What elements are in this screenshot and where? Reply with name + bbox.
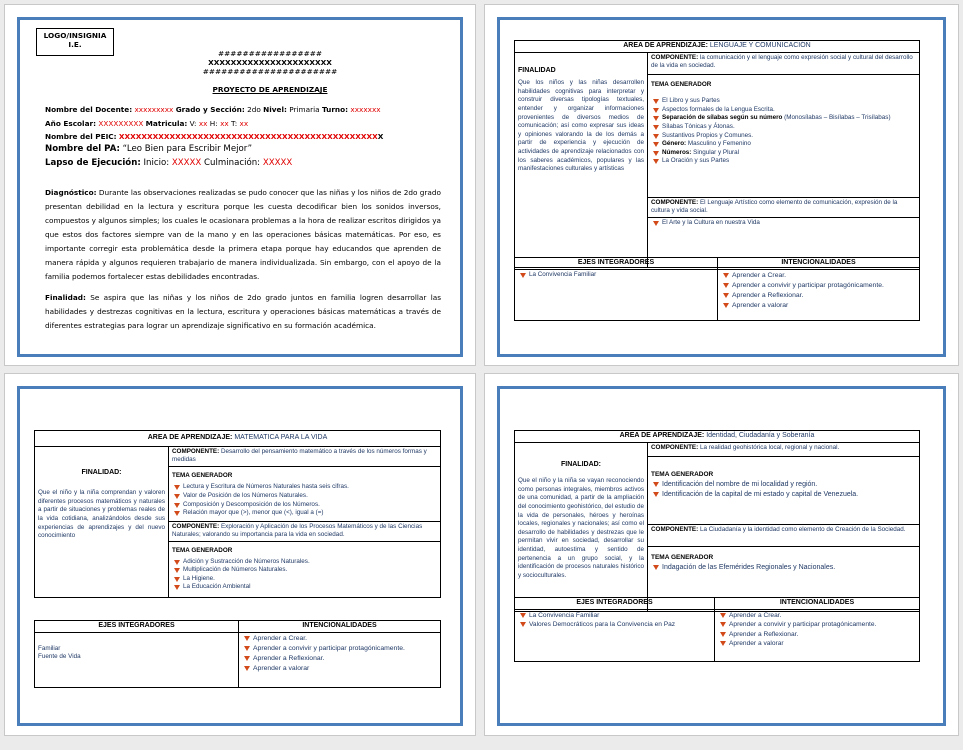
list-item: Aspectos formales de la Lengua Escrita. bbox=[651, 106, 916, 115]
ejes-header: EJES INTEGRADORES bbox=[35, 621, 239, 633]
list-item: Valor de Posición de los Números Naturales. bbox=[172, 492, 437, 501]
finalidad-label: FINALIDAD: bbox=[81, 468, 122, 476]
list-item: Aprender a Crear. bbox=[242, 634, 437, 644]
finalidad-label: FINALIDAD bbox=[518, 66, 556, 74]
ejes-cell bbox=[515, 609, 715, 661]
finalidad-text: Que el niño y la niña se vayan reconociendo como personas integrales, miembros activos de una comunidad, a partir de la ampliación del conocimiento geohistórico, del estudio de la vida de personales, héroes y heroínas locales, regionales y nacionales; así como el desarrollo de habilidades y destrezas que le permitan vivir en sociedad, desarrollar su identidad, autoestima y sentido de pertenencia a un grupo social, y la identificación de procesos naturales histórico y socioculturales. bbox=[518, 477, 644, 579]
list-item: Multiplicación de Números Naturales. bbox=[172, 566, 437, 575]
finalidad-cell bbox=[515, 442, 648, 611]
tema-generador-2 bbox=[169, 541, 441, 597]
list-item: La Convivencia Familiar bbox=[518, 611, 711, 621]
list-item: Identificación de la capital de mi estado y capital de Venezuela. bbox=[651, 490, 916, 500]
tema-list bbox=[651, 563, 916, 573]
lenguaje-table bbox=[514, 40, 920, 268]
area-header: AREA DE APRENDIZAJE: LENGUAJE Y COMUNICACIÓN bbox=[515, 41, 920, 53]
finalidad-text: Que el niño y la niña comprendan y valoren diferentes procesos matemáticos y naturales a partir de situaciones y problemas reales de la vida cotidiana, analizándolos desde sus experiencias de aprendizajes y del nuevo conocimiento bbox=[38, 489, 165, 540]
list-item: Sustantivos Propios y Comunes. bbox=[651, 132, 916, 141]
ejes-header: EJES INTEGRADORES bbox=[515, 258, 718, 270]
tema-generador-label: TEMA GENERADOR bbox=[172, 471, 233, 479]
list-item: La Educación Ambiental bbox=[172, 583, 437, 592]
page-2 bbox=[484, 4, 959, 366]
componente-2: COMPONENTE: Exploración y Aplicación de los Procesos Matemáticos y de las Ciencias Naturales; valorando su importancia para la vida en sociedad. bbox=[169, 521, 441, 541]
tema-list bbox=[172, 483, 437, 517]
componente-1: COMPONENTE: La realidad geohistórica local, regional y nacional. bbox=[648, 442, 920, 456]
intencionalidades-header: INTENCIONALIDADES bbox=[718, 258, 920, 270]
intencionalidades-header: INTENCIONALIDADES bbox=[715, 598, 920, 610]
diagnostico-paragraph: Diagnóstico: Durante las observaciones realizadas se pudo conocer que las niñas y los niños de 2do grado presentan debilidad en la lectura y escritura porque les cuesta decodificar bien los sonidos inversos, compuestos y algunos simples; los cuales le ocasionara problemas a la hora de realizar escritos dirigidos ya que estos dos factores siempre van de la mano y en las operaciones básicas matemáticas. Por eso, es importante corregir esta problemática desde la primera etapa porque hay educandos que aprenden de manera rápida y algunos requieren trabajario de manera individualizada. Sin embargo, con el apoyo de la familia podemos fortalecer estas debilidades encontradas. bbox=[45, 188, 441, 281]
tema-generador-label: TEMA GENERADOR bbox=[172, 546, 233, 554]
ejes-header: EJES INTEGRADORES bbox=[515, 598, 715, 610]
list-item: Aprender a Crear. bbox=[721, 271, 916, 281]
list-item: Aprender a Reflexionar. bbox=[721, 291, 916, 301]
finalidad-cell bbox=[515, 52, 648, 267]
area-header: AREA DE APRENDIZAJE: MATEMATICA PARA LA VIDA bbox=[35, 431, 441, 447]
list-item: Aprender a Crear. bbox=[718, 611, 916, 621]
list-item: Valores Democráticos para la Convivencia en Paz bbox=[518, 620, 711, 630]
hash-line-1: ################# bbox=[218, 49, 322, 58]
page-title: PROYECTO DE APRENDIZAJE bbox=[212, 85, 328, 94]
tema-generador-label: TEMA GENERADOR bbox=[651, 80, 712, 88]
ejes-cell bbox=[515, 269, 718, 320]
tema-list bbox=[651, 97, 916, 166]
finalidad-label: FINALIDAD: bbox=[560, 460, 602, 468]
list-item: El Libro y sus Partes bbox=[651, 97, 916, 106]
list-item: El Arte y la Cultura en nuestra Vida bbox=[651, 219, 916, 228]
finalidad-cell bbox=[35, 446, 169, 597]
ejes-intencionalidades-table bbox=[514, 597, 920, 662]
componente-2: COMPONENTE: La Ciudadanía y la identidad como elemento de Creación de la Sociedad. bbox=[648, 524, 920, 546]
logo-text: LOGO/INSIGNIA bbox=[43, 31, 107, 40]
list-item: Fuente de Vida bbox=[38, 653, 81, 661]
list-item: Sílabas Tónicas y Átonas. bbox=[651, 123, 916, 132]
lapso-line: Lapso de Ejecución: Inicio: XXXXX Culminación: XXXXX bbox=[45, 158, 293, 168]
tema-generador-label: TEMA GENERADOR bbox=[651, 470, 714, 478]
ejes-intencionalidades-table bbox=[34, 620, 441, 688]
list-item: Indagación de las Efemérides Regionales y Nacionales. bbox=[651, 563, 916, 573]
page-3 bbox=[4, 373, 476, 736]
tema-list bbox=[651, 480, 916, 500]
area-header: AREA DE APRENDIZAJE: Identidad, Ciudadanía y Soberanía bbox=[515, 431, 920, 443]
list-item: Familiar bbox=[38, 644, 61, 652]
list-item: Aprender a convivir y participar protagónicamente. bbox=[242, 644, 437, 654]
logo-box bbox=[36, 28, 114, 56]
matematica-table bbox=[34, 430, 441, 598]
intencionalidades-cell bbox=[239, 632, 441, 687]
identidad-table bbox=[514, 430, 920, 612]
list-item: Lectura y Escritura de Números Naturales hasta seis cifras. bbox=[172, 483, 437, 492]
componente-1: COMPONENTE: la comunicación y el lenguaje como expresión social y cultural del desarrollo de la vida en sociedad. bbox=[648, 52, 920, 74]
logo-ie: I.E. bbox=[68, 40, 82, 49]
tema-generador-label: TEMA GENERADOR bbox=[651, 553, 714, 561]
finalidad-paragraph: Finalidad: Se aspira que las niñas y los niños de 2do grado juntos en familia logren desarrollar las habilidades y destrezas cognitivas en la lectura, escritura y operaciones básicas matemáticas a través de diferentes estrategias para lograr un aprendizaje significativo en su formación académica. bbox=[45, 293, 442, 330]
hash-line-2: ###################### bbox=[202, 67, 338, 76]
list-item: Separación de sílabas según su número (Monosílabas – Bisílabas – Trisílabas) bbox=[651, 114, 916, 123]
list-item: Aprender a valorar bbox=[721, 301, 916, 311]
finalidad-text: Que los niños y las niñas desarrollen habilidades cognitivas para interpretar y construir diversas tipologías textuales, entender y organizar informaciones provenientes de diversos medios de comunicación; así como expresar sus ideas y opiniones valorando la de los demás a partir de experiencia y ejecución de actividades de aprendizaje relacionados con los saberes académicos, populares y las manifestaciones culturales y artísticas bbox=[518, 79, 644, 173]
ejes-cell bbox=[35, 632, 239, 687]
list-item: Aprender a convivir y participar protagónicamente. bbox=[721, 281, 916, 291]
list-item: La Higiene. bbox=[172, 575, 437, 584]
intencionalidades-header: INTENCIONALIDADES bbox=[239, 621, 441, 633]
pa-line: Nombre del PA: “Leo Bien para Escribir Mejor” bbox=[45, 144, 253, 154]
list-item: Adición y Sustracción de Números Naturales. bbox=[172, 558, 437, 567]
tema-generador-1 bbox=[169, 466, 441, 521]
list-item: Números: Singular y Plural bbox=[651, 149, 916, 158]
institution-name: XXXXXXXXXXXXXXXXXXXXXX bbox=[208, 58, 332, 67]
anio-line: Año Escolar: XXXXXXXXX Matricula: V: xx H: xx T: xx bbox=[45, 119, 249, 128]
list-item: Género: Masculino y Femenino bbox=[651, 140, 916, 149]
list-item: La Convivencia Familiar bbox=[518, 271, 714, 280]
list-item: Aprender a valorar bbox=[242, 664, 437, 674]
page-1 bbox=[4, 4, 476, 366]
intencionalidades-cell bbox=[718, 269, 920, 320]
componente-1: COMPONENTE: Desarrollo del pensamiento matemático a través de los números formas y medidas bbox=[169, 446, 441, 466]
tema-generador-1 bbox=[648, 456, 920, 524]
peic-line: Nombre del PEIC: XXXXXXXXXXXXXXXXXXXXXXXXXXXXXXXXXXXXXXXXXXXXXXX bbox=[45, 132, 384, 141]
list-item: Aprender a valorar bbox=[718, 639, 916, 649]
ejes-intencionalidades-table bbox=[514, 257, 920, 321]
componente-2: COMPONENTE: El Lenguaje Artístico como elemento de comunicación, expresión de la cultura y vida social. El Arte y la Cultura en nuestra Vida bbox=[648, 197, 920, 267]
list-item: Composición y Descomposición de los Números. bbox=[172, 501, 437, 510]
list-item: Aprender a Reflexionar. bbox=[242, 654, 437, 664]
docente-line: Nombre del Docente: xxxxxxxxx Grado y Sección: 2do Nivel: Primaria Turno: xxxxxxx bbox=[45, 105, 381, 114]
page-4 bbox=[484, 373, 959, 736]
list-item: Identificación del nombre de mi localidad y región. bbox=[651, 480, 916, 490]
list-item: Aprender a convivir y participar protagónicamente. bbox=[718, 620, 916, 630]
tema-list bbox=[172, 558, 437, 592]
list-item: Aprender a Reflexionar. bbox=[718, 630, 916, 640]
tema-generador-cell bbox=[648, 74, 920, 197]
list-item: La Oración y sus Partes bbox=[651, 157, 916, 166]
intencionalidades-cell bbox=[715, 609, 920, 661]
list-item: Relación mayor que (>), menor que (<), igual a (=) bbox=[172, 509, 437, 518]
